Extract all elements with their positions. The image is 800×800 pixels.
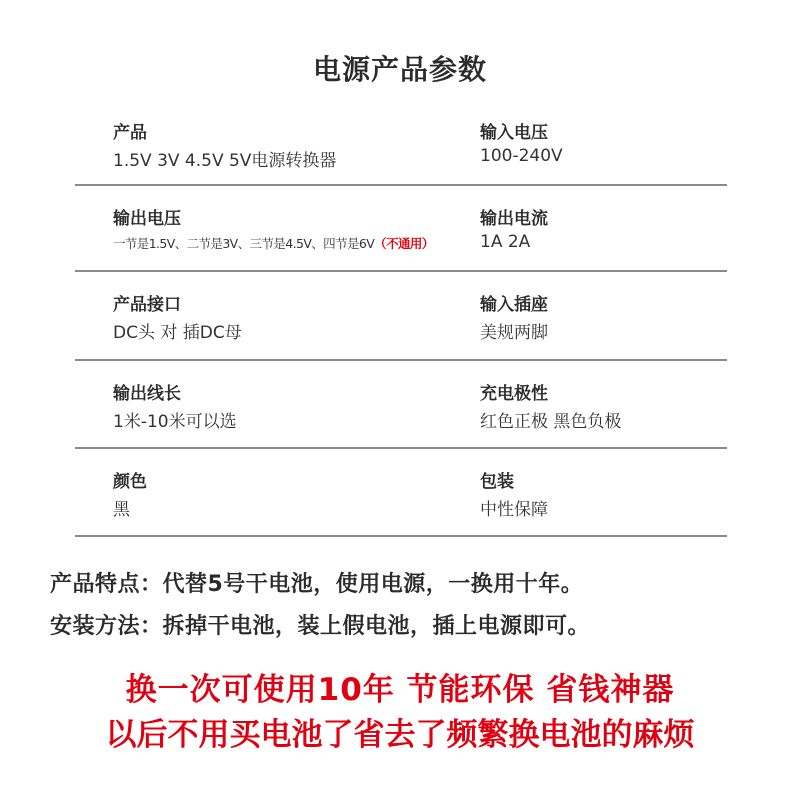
- spec-row: [75, 361, 727, 449]
- spec-label: 颜色: [113, 472, 147, 492]
- spec-value: 1米-10米可以选: [113, 412, 237, 432]
- spec-label: 充电极性: [480, 384, 548, 404]
- spec-label: 产品: [113, 123, 147, 143]
- spec-label: 输出电流: [480, 209, 548, 229]
- spec-row: [75, 100, 727, 186]
- installation-method-text: 安装方法：拆掉干电池，装上假电池，插上电源即可。: [50, 614, 591, 639]
- spec-label: 输出电压: [113, 209, 181, 229]
- spec-value: 1A 2A: [480, 232, 531, 252]
- spec-label: 包装: [480, 472, 514, 492]
- slogan-line-1: 换一次可使用10年 节能环保 省钱神器: [125, 672, 675, 708]
- slogan-line-2: 以后不用买电池了省去了频繁换电池的麻烦: [105, 717, 695, 753]
- spec-value: 红色正极 黑色负极: [480, 412, 622, 432]
- spec-value: DC头 对 插DC母: [113, 323, 242, 343]
- spec-label: 输入电压: [480, 123, 548, 143]
- product-features-text: 产品特点：代替5号干电池，使用电源，一换用十年。: [50, 572, 584, 597]
- spec-value: 1.5V 3V 4.5V 5V电源转换器: [113, 151, 337, 171]
- spec-row: [75, 186, 727, 272]
- spec-table: [75, 100, 727, 537]
- spec-label: 产品接口: [113, 295, 181, 315]
- spec-value: 100-240V: [480, 146, 563, 166]
- spec-value-text: 一节是1.5V、二节是3V、三节是4.5V、四节是6V: [113, 236, 375, 251]
- spec-value: 中性保障: [480, 500, 548, 520]
- page-title: 电源产品参数: [312, 53, 487, 86]
- spec-value: 黑: [113, 500, 130, 520]
- spec-value: [113, 234, 434, 252]
- not-universal-note: （不通用）: [374, 236, 434, 251]
- spec-row: [75, 272, 727, 361]
- spec-row: [75, 449, 727, 537]
- spec-value: 美规两脚: [480, 323, 548, 343]
- spec-label: 输出线长: [113, 384, 181, 404]
- spec-label: 输入插座: [480, 295, 548, 315]
